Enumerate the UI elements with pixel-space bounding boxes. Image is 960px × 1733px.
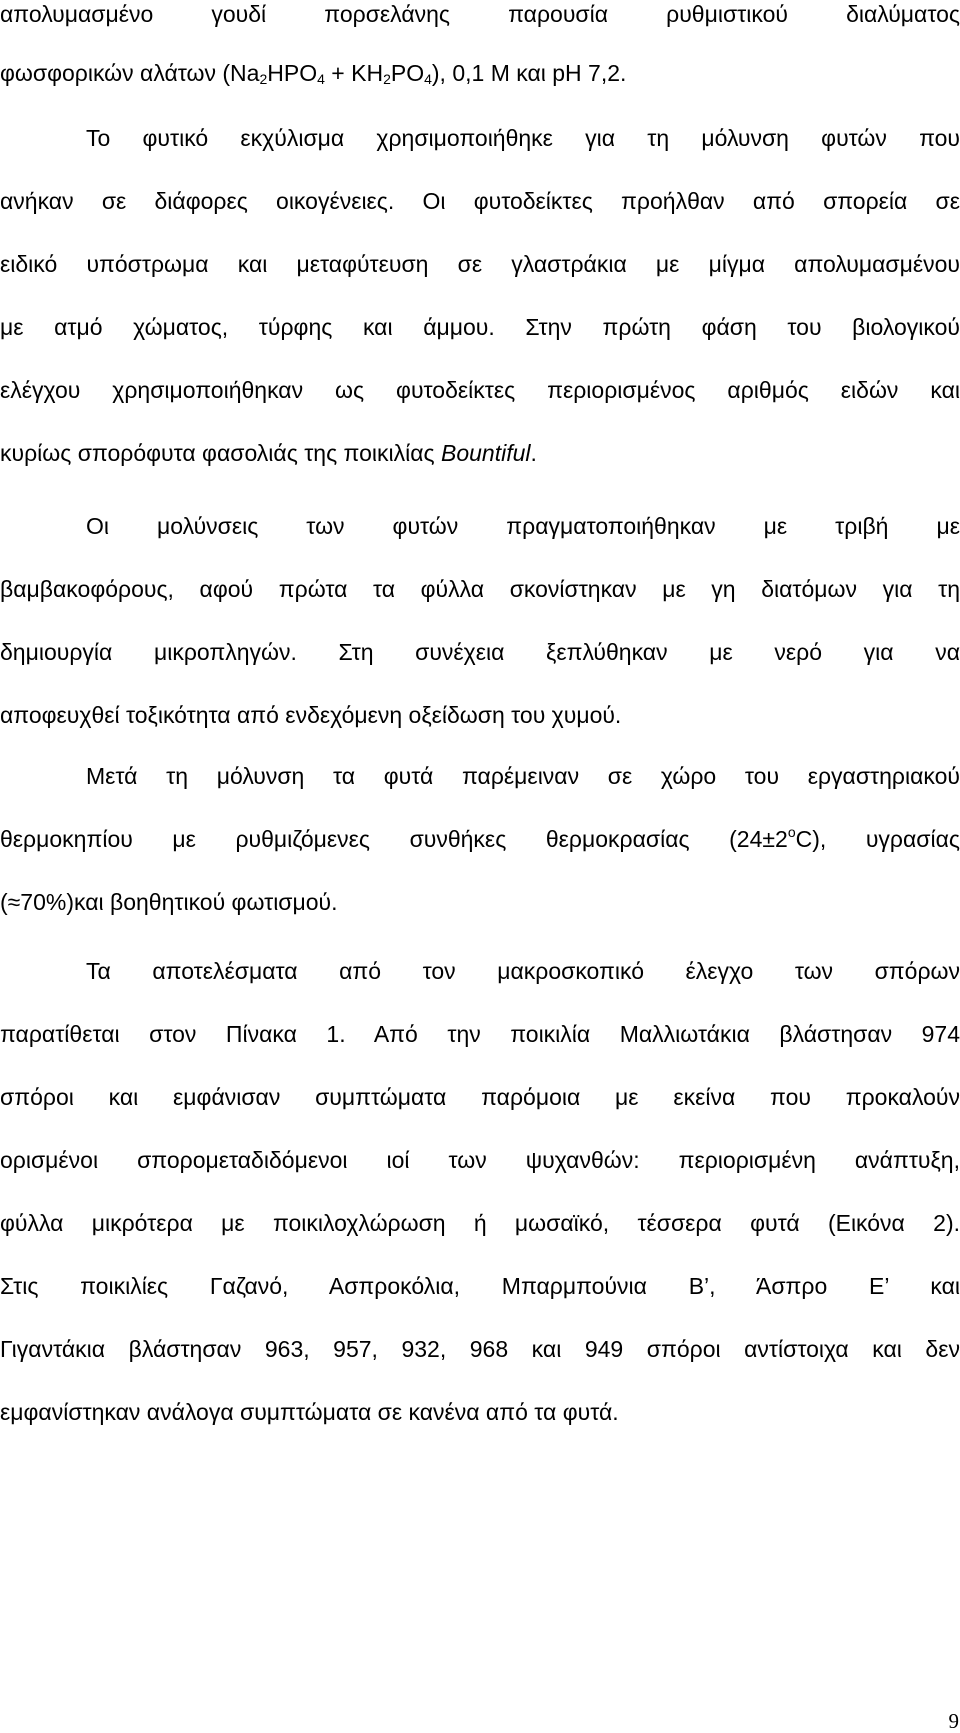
text-line bbox=[0, 762, 960, 790]
text-line bbox=[0, 701, 960, 729]
subscript: 4 bbox=[317, 71, 325, 87]
text-span: με ατμό χώματος, τύρφης και άμμου. Στην πρώτη φάση του βιολογικού bbox=[0, 314, 960, 340]
text-span: θερμοκηπίου με ρυθμιζόμενες συνθήκες θερμοκρασίας (24±2 bbox=[0, 826, 788, 852]
subscript: 4 bbox=[424, 71, 432, 87]
text-span: ειδικό υπόστρωμα και μεταφύτευση σε γλαστράκια με μίγμα απολυμασμένου bbox=[0, 251, 960, 277]
text-line bbox=[0, 888, 960, 916]
text-span: PO bbox=[390, 60, 425, 86]
text-span: ορισμένοι σπορομεταδιδόμενοι ιοί των ψυχανθών: περιορισμένη ανάπτυξη, bbox=[0, 1147, 960, 1173]
text-span: παρατίθεται στον Πίνακα 1. Από την ποικιλία Μαλλιωτάκια βλάστησαν 974 bbox=[0, 1021, 960, 1047]
text-span: + KH bbox=[324, 60, 384, 86]
text-line bbox=[0, 187, 960, 215]
text-line bbox=[0, 439, 960, 467]
variety-name: Bountiful bbox=[440, 440, 531, 466]
text-span: ), 0,1 M και pH 7,2. bbox=[431, 60, 627, 86]
text-span: Το φυτικό εκχύλισμα χρησιμοποιήθηκε για τη μόλυνση φυτών που bbox=[86, 125, 960, 151]
text-span: Τα αποτελέσματα από τον μακροσκοπικό έλεγχο των σπόρων bbox=[86, 958, 960, 984]
text-line bbox=[0, 313, 960, 341]
text-line bbox=[0, 124, 960, 152]
text-span: C), υγρασίας bbox=[795, 826, 960, 852]
text-line bbox=[0, 638, 960, 666]
subscript: 2 bbox=[259, 71, 268, 87]
text-span: εμφανίστηκαν ανάλογα συμπτώματα σε κανένα από τα φυτά. bbox=[0, 1399, 619, 1425]
text-span: δημιουργία μικροπληγών. Στη συνέχεια ξεπλύθηκαν με νερό για να bbox=[0, 639, 960, 665]
text-span: Γιγαντάκια βλάστησαν 963, 957, 932, 968 και 949 σπόροι αντίστοιχα και δεν bbox=[0, 1336, 960, 1362]
subscript: 2 bbox=[383, 71, 391, 87]
text-line bbox=[0, 957, 960, 985]
text-span: βαμβακοφόρους, αφού πρώτα τα φύλλα σκονίστηκαν με γη διατόμων για τη bbox=[0, 576, 960, 602]
text-line bbox=[0, 0, 960, 28]
text-span: φωσφορικών αλάτων (Na bbox=[0, 60, 260, 86]
text-line bbox=[0, 512, 960, 540]
text-span: Οι μολύνσεις των φυτών πραγματοποιήθηκαν με τριβή με bbox=[86, 513, 960, 539]
text-span: σπόροι και εμφάνισαν συμπτώματα παρόμοια με εκείνα που προκαλούν bbox=[0, 1084, 960, 1110]
text-span: απολυμασμένο γουδί πορσελάνης παρουσία ρυθμιστικού διαλύματος bbox=[0, 1, 960, 27]
text-span: HPO bbox=[267, 60, 318, 86]
text-line bbox=[0, 575, 960, 603]
text-line bbox=[0, 825, 960, 853]
text-line bbox=[0, 1146, 960, 1174]
text-span: . bbox=[530, 440, 537, 466]
text-line bbox=[0, 1335, 960, 1363]
text-line bbox=[0, 59, 960, 87]
text-span: ανήκαν σε διάφορες οικογένειες. Οι φυτοδείκτες προήλθαν από σπορεία σε bbox=[0, 188, 960, 214]
text-span: Στις ποικιλίες Γαζανό, Ασπροκόλια, Μπαρμπούνια Β’, Άσπρο Ε’ και bbox=[0, 1273, 960, 1299]
text-span: (≈70%)και βοηθητικού φωτισμού. bbox=[0, 889, 338, 915]
text-line bbox=[0, 1020, 960, 1048]
text-span: ελέγχου χρησιμοποιήθηκαν ως φυτοδείκτες περιορισμένος αριθμός ειδών και bbox=[0, 377, 960, 403]
degree-superscript: o bbox=[787, 824, 796, 840]
text-line bbox=[0, 1209, 960, 1237]
page-number: 9 bbox=[948, 1709, 959, 1733]
text-line bbox=[0, 1272, 960, 1300]
text-line bbox=[0, 250, 960, 278]
text-line bbox=[0, 1083, 960, 1111]
text-line bbox=[0, 376, 960, 404]
text-span: Μετά τη μόλυνση τα φυτά παρέμειναν σε χώρο του εργαστηριακού bbox=[86, 763, 960, 789]
text-span: αποφευχθεί τοξικότητα από ενδεχόμενη οξείδωση του χυμού. bbox=[0, 702, 622, 728]
text-span: φύλλα μικρότερα με ποικιλοχλώρωση ή μωσαϊκό, τέσσερα φυτά (Εικόνα 2). bbox=[0, 1210, 960, 1236]
text-line bbox=[0, 1398, 960, 1426]
text-span: κυρίως σπορόφυτα φασολιάς της ποικιλίας bbox=[0, 440, 441, 466]
